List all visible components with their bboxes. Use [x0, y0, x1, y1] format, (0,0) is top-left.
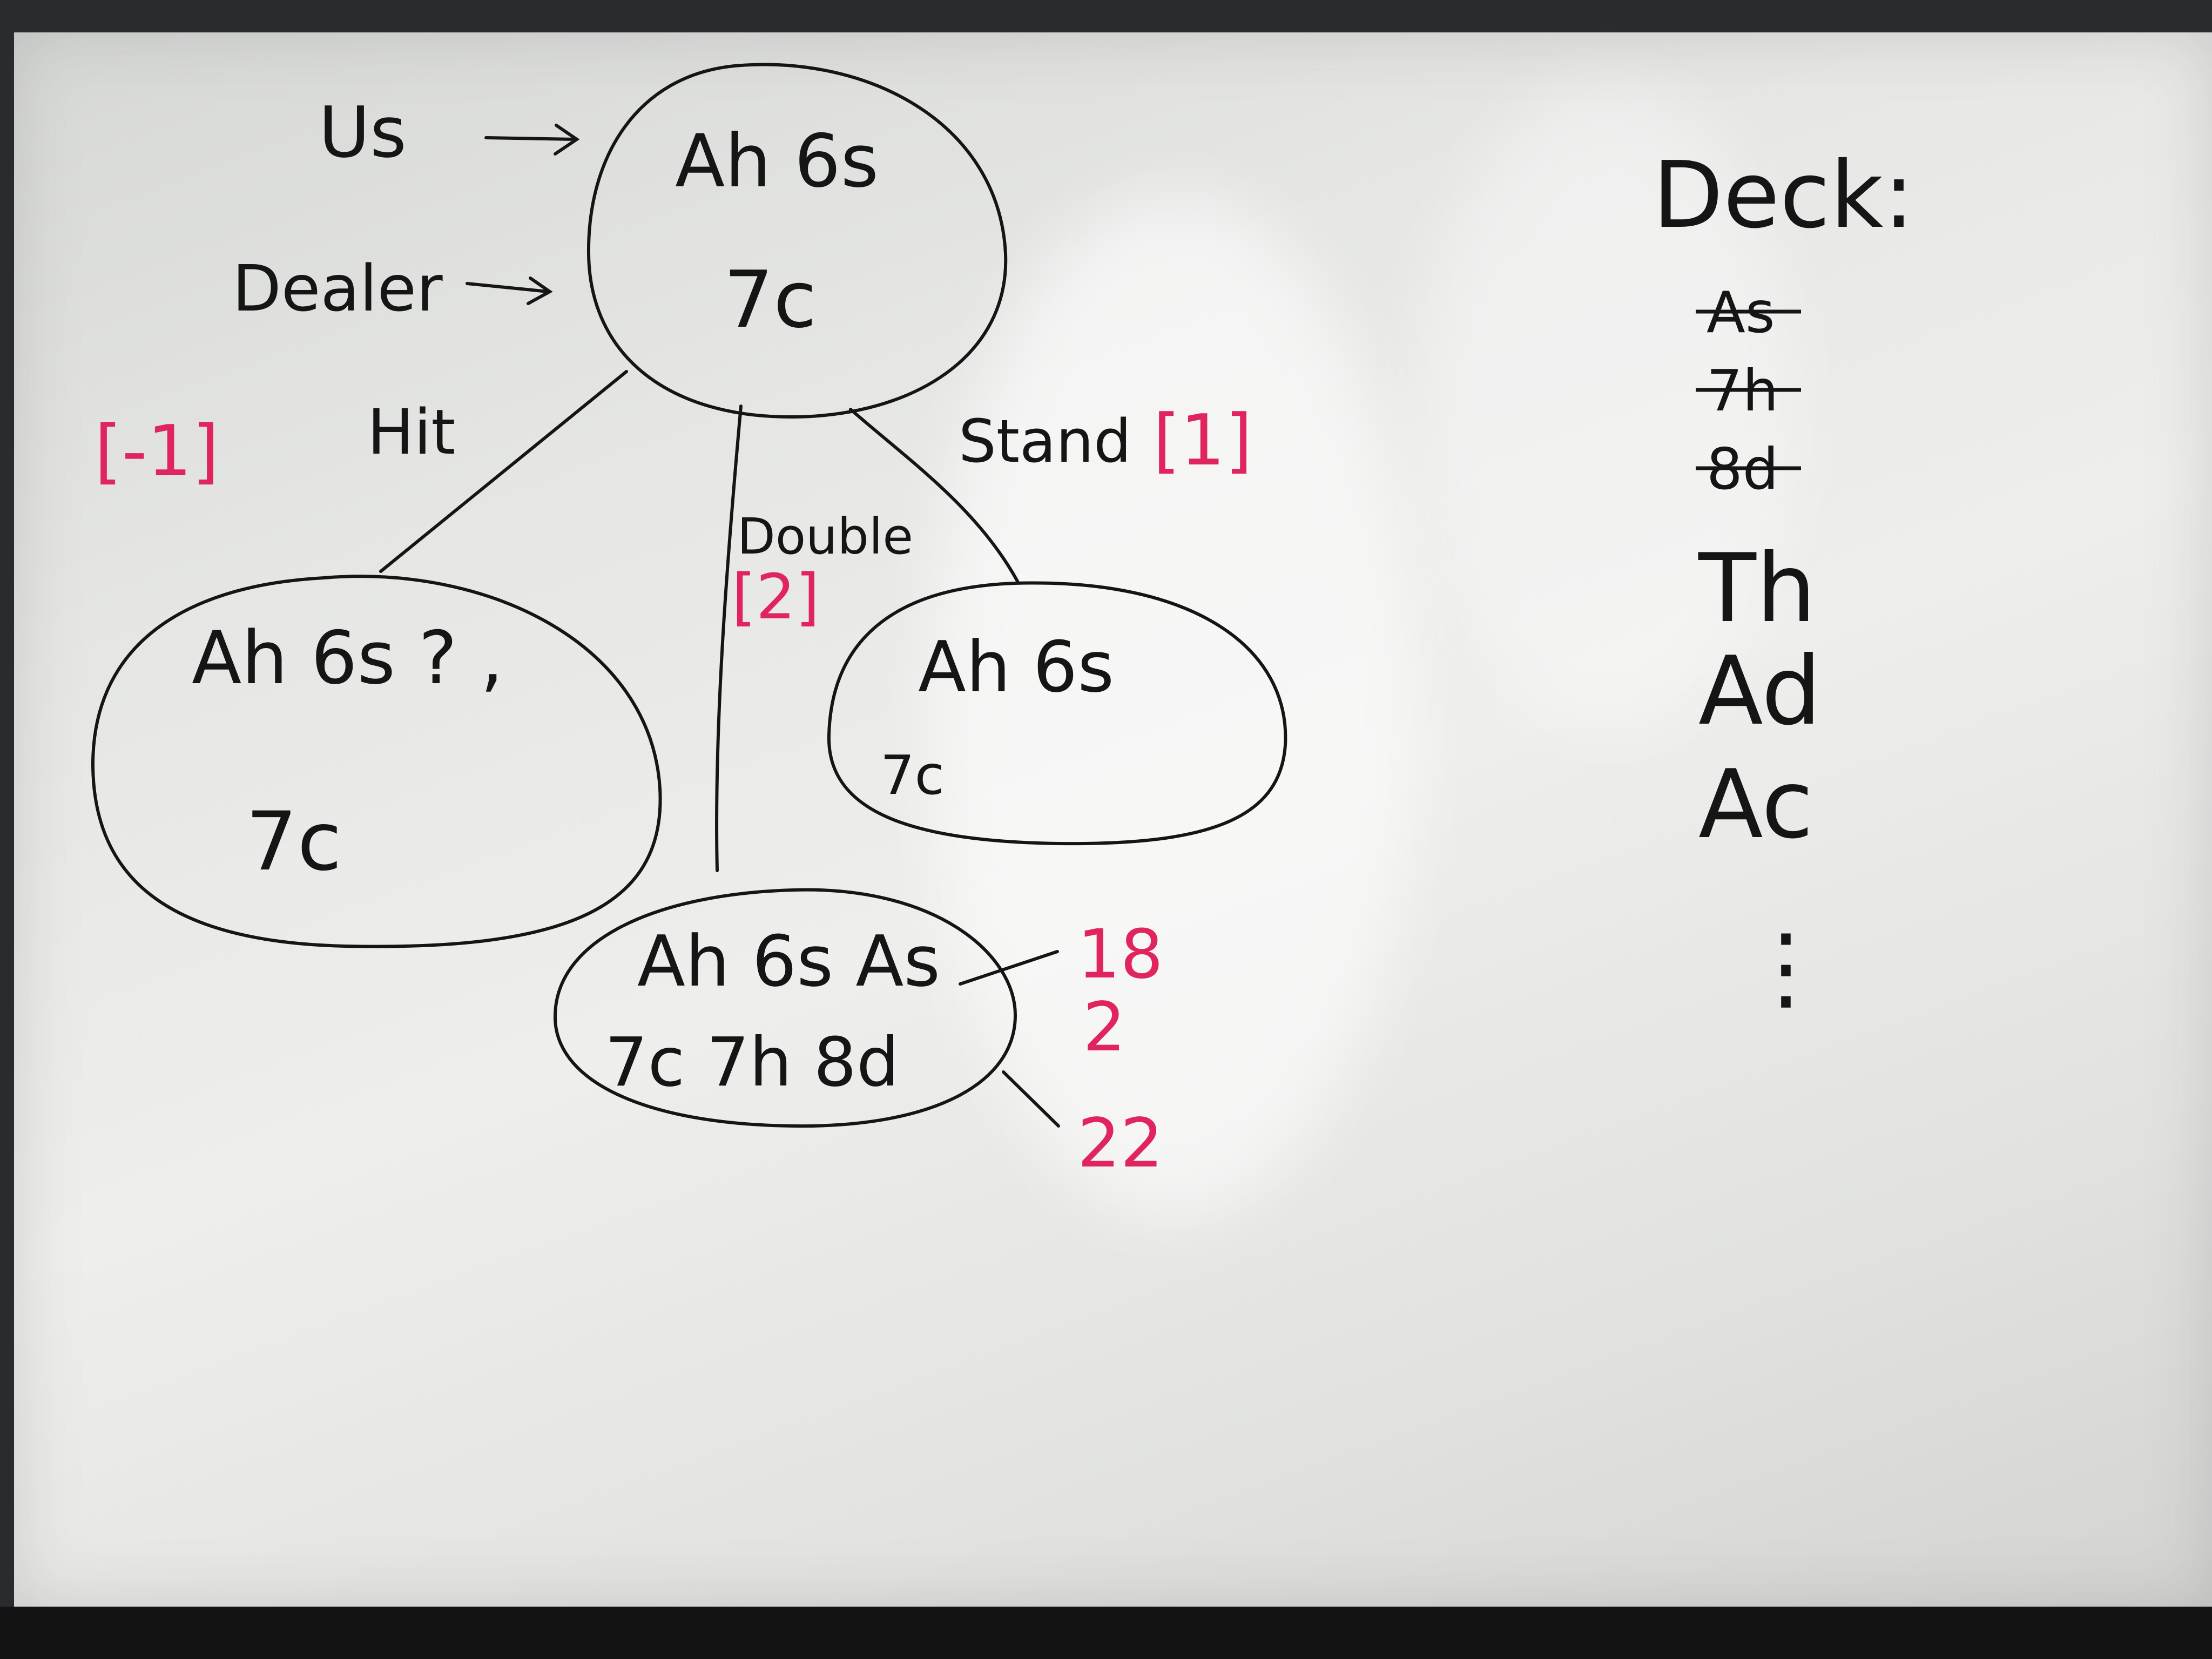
- hit-value: [-1]: [95, 410, 220, 492]
- double-edge: [717, 406, 741, 871]
- stand-label: Stand: [959, 407, 1131, 476]
- player-total-pointer: [960, 952, 1057, 984]
- deck-used-card: 7h: [1707, 358, 1779, 424]
- deck-used-card: As: [1707, 280, 1775, 346]
- root-node-outline: [589, 65, 1006, 417]
- hit-dealer-card: 7c: [246, 795, 342, 889]
- hit-label: Hit: [367, 396, 456, 469]
- us-arrow: [486, 125, 577, 154]
- stand-dealer-card: 7c: [880, 744, 945, 807]
- dealer-total-pointer: [1003, 1072, 1058, 1126]
- double-player-cards: Ah 6s As: [637, 920, 941, 1002]
- double-label: Double: [737, 508, 913, 565]
- dealer-arrow: [467, 278, 550, 304]
- deck-remaining-card: Ac: [1698, 750, 1813, 860]
- deck-remaining-card: Th: [1698, 534, 1816, 644]
- dealer-total: 22: [1077, 1104, 1164, 1183]
- deck-used-card: 8d: [1707, 436, 1779, 502]
- us-label: Us: [319, 91, 407, 173]
- player-total: 18: [1077, 915, 1164, 994]
- deck-title: Deck:: [1653, 142, 1914, 249]
- root-dealer-card: 7c: [724, 254, 817, 346]
- dealer-label: Dealer: [232, 251, 443, 326]
- deck-ellipsis: ⋮: [1740, 914, 1832, 1021]
- root-player-cards: Ah 6s: [675, 119, 879, 204]
- stand-player-cards: Ah 6s: [918, 626, 1115, 708]
- double-value: [2]: [732, 561, 820, 633]
- deck-list: [1696, 280, 1832, 1021]
- deck-remaining-card: Ad: [1698, 637, 1822, 746]
- total-difference: 2: [1083, 988, 1126, 1067]
- stand-value: [1]: [1153, 399, 1253, 481]
- hit-player-cards: Ah 6s ? ,: [192, 616, 504, 700]
- double-dealer-cards: 7c 7h 8d: [605, 1023, 900, 1102]
